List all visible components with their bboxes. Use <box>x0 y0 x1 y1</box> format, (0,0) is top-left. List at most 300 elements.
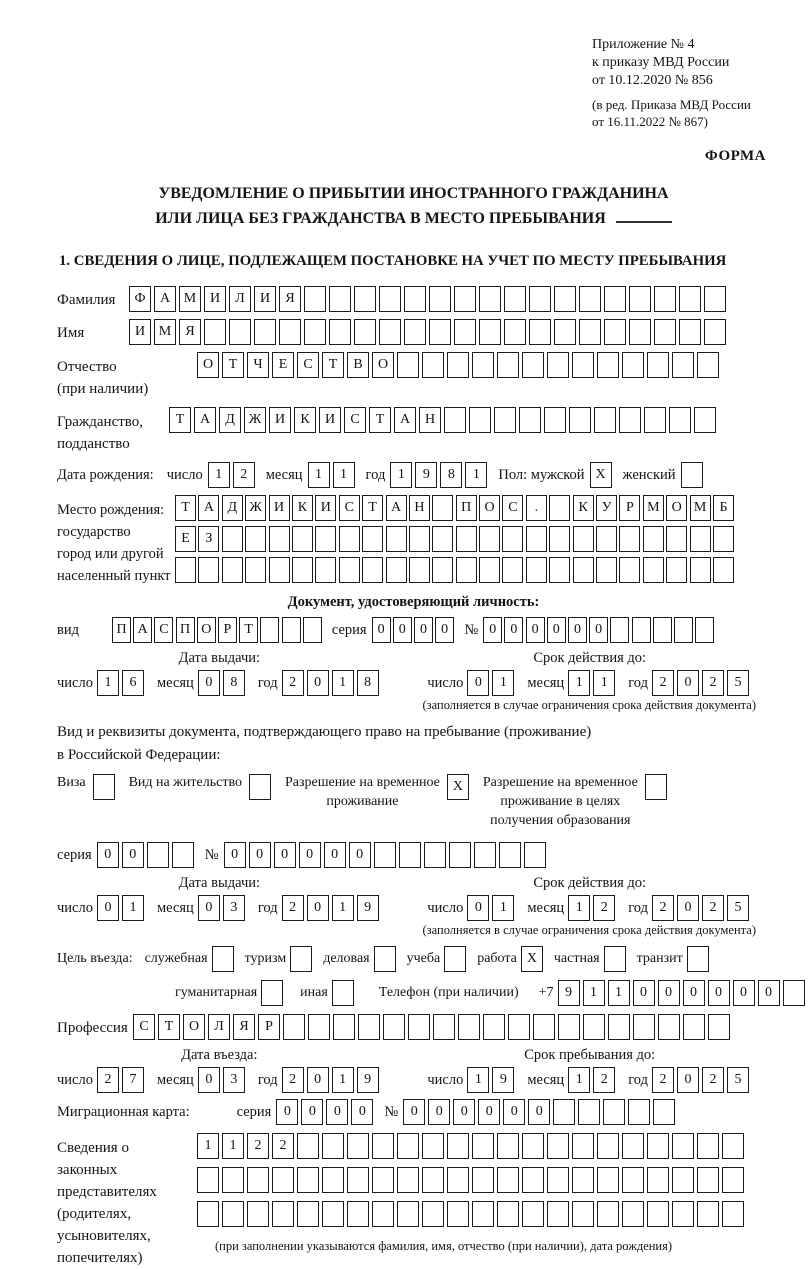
section-1-heading: 1. СВЕДЕНИЯ О ЛИЦЕ, ПОДЛЕЖАЩЕМ ПОСТАНОВКЕ НА УЧЕТ ПО МЕСТУ ПРЕБЫВАНИЯ <box>59 253 727 269</box>
entry-date-group <box>57 1047 382 1093</box>
entry-year-boxes <box>282 1067 382 1093</box>
char-box <box>374 842 396 868</box>
sex-male-label: Пол: мужской <box>498 466 585 483</box>
stay-until-heading: Срок пребывания до: <box>524 1047 656 1063</box>
birth-place-row-1 <box>175 495 736 521</box>
char-box <box>596 526 617 552</box>
char-box: Ж <box>245 495 266 521</box>
char-box: И <box>254 286 276 312</box>
char-box: 0 <box>478 1099 500 1125</box>
year-label: год <box>257 899 278 916</box>
residence-doc-dates <box>57 875 770 921</box>
representatives-row-1 <box>197 1133 747 1159</box>
char-box <box>597 1201 619 1227</box>
title-blank-line <box>616 207 672 223</box>
residence-doc-series-row <box>57 842 770 868</box>
char-box <box>372 1201 394 1227</box>
option-temp-permit <box>285 773 472 811</box>
purpose-private-checkbox <box>604 946 626 972</box>
char-box <box>504 286 526 312</box>
char-box <box>547 1201 569 1227</box>
char-box <box>456 526 477 552</box>
char-box: И <box>315 495 336 521</box>
char-box <box>197 1201 219 1227</box>
char-box: 1 <box>390 462 412 488</box>
char-box <box>222 1167 244 1193</box>
purpose-humanitarian-checkbox <box>261 980 283 1006</box>
char-box <box>472 1201 494 1227</box>
char-box: Е <box>175 526 196 552</box>
char-box: 0 <box>351 1099 373 1125</box>
visit-purpose-label: Цель въезда: <box>57 951 133 966</box>
char-box: 2 <box>97 1067 119 1093</box>
issue-day-boxes <box>97 895 147 921</box>
char-box: 2 <box>702 670 724 696</box>
char-box: К <box>292 495 313 521</box>
char-box: 3 <box>223 1067 245 1093</box>
field-profession <box>57 1014 770 1040</box>
char-box: 2 <box>702 1067 724 1093</box>
char-box <box>553 1099 575 1125</box>
char-box: 2 <box>652 1067 674 1093</box>
char-box <box>722 1167 744 1193</box>
char-box: 7 <box>122 1067 144 1093</box>
char-box: 2 <box>282 895 304 921</box>
day-label: число <box>427 899 464 916</box>
char-box: 6 <box>122 670 144 696</box>
char-box <box>594 407 616 433</box>
regulation-line: Приложение № 4 <box>592 37 695 52</box>
char-box: 2 <box>652 670 674 696</box>
char-box: О <box>197 352 219 378</box>
char-box <box>654 319 676 345</box>
char-box <box>644 407 666 433</box>
char-box <box>653 1099 675 1125</box>
expiry-year-boxes <box>652 670 752 696</box>
purpose-business-label: деловая <box>323 951 370 966</box>
char-box: Т <box>369 407 391 433</box>
char-box <box>269 526 290 552</box>
char-box <box>386 526 407 552</box>
profession-label: Профессия <box>57 1020 128 1036</box>
char-box: 0 <box>528 1099 550 1125</box>
char-box <box>622 1133 644 1159</box>
char-box <box>619 557 640 583</box>
char-box: Ф <box>129 286 151 312</box>
char-box: 2 <box>702 895 724 921</box>
sex-female-label: женский <box>622 466 676 483</box>
char-box <box>508 1014 530 1040</box>
field-surname <box>57 286 770 312</box>
issue-year-boxes <box>282 670 382 696</box>
doc-series-boxes <box>372 617 457 643</box>
char-box: 9 <box>357 895 379 921</box>
char-box <box>479 526 500 552</box>
char-box: 0 <box>97 895 119 921</box>
char-box: Е <box>272 352 294 378</box>
char-box <box>647 1201 669 1227</box>
issue-year-boxes <box>282 895 382 921</box>
number-label: № <box>464 621 479 638</box>
birth-place-row-3 <box>175 557 736 583</box>
residence-permit-label: Вид на жительство <box>128 775 242 790</box>
char-box: 0 <box>428 1099 450 1125</box>
char-box <box>469 407 491 433</box>
number-label: № <box>384 1103 399 1120</box>
char-box <box>347 1167 369 1193</box>
char-box <box>175 557 196 583</box>
char-box: 0 <box>708 980 730 1006</box>
char-box: А <box>194 407 216 433</box>
month-label: месяц <box>156 1071 194 1088</box>
edu-permit-checkbox <box>645 774 667 800</box>
char-box: 0 <box>307 670 329 696</box>
purpose-official-checkbox <box>212 946 234 972</box>
char-box: 2 <box>282 670 304 696</box>
char-box: 1 <box>122 895 144 921</box>
month-label: месяц <box>527 899 565 916</box>
char-box: 0 <box>122 842 144 868</box>
char-box: П <box>112 617 131 643</box>
char-box <box>358 1014 380 1040</box>
char-box <box>292 526 313 552</box>
purpose-official-label: служебная <box>144 951 208 966</box>
year-label: год <box>628 1071 648 1088</box>
char-box <box>429 286 451 312</box>
char-box <box>619 407 641 433</box>
birth-day-boxes <box>208 462 258 488</box>
char-box: А <box>133 617 152 643</box>
char-box: Ж <box>244 407 266 433</box>
char-box: Я <box>179 319 201 345</box>
char-box <box>339 526 360 552</box>
month-label: месяц <box>156 674 194 691</box>
temp-permit-label: Разрешение на временное проживание <box>284 775 440 809</box>
day-label: число <box>427 1071 464 1088</box>
char-box <box>245 557 266 583</box>
char-box: 1 <box>492 895 514 921</box>
char-box <box>197 1167 219 1193</box>
char-box: 0 <box>326 1099 348 1125</box>
char-box <box>604 286 626 312</box>
issue-date-heading: Дата выдачи: <box>178 875 261 891</box>
char-box: 9 <box>492 1067 514 1093</box>
char-box: 0 <box>483 617 502 643</box>
visit-purpose-row-2 <box>57 980 773 1006</box>
char-box: 1 <box>568 670 590 696</box>
day-label: число <box>57 674 93 691</box>
char-box <box>303 617 322 643</box>
char-box: И <box>269 495 290 521</box>
char-box: 1 <box>608 980 630 1006</box>
char-box: О <box>183 1014 205 1040</box>
char-box <box>494 407 516 433</box>
char-box <box>672 1133 694 1159</box>
char-box <box>454 319 476 345</box>
char-box: С <box>344 407 366 433</box>
char-box <box>339 557 360 583</box>
expiry-note: (заполняется в случае ограничения срока действия документа) <box>422 698 756 712</box>
representatives-label: Сведения о законных представителях (родителях, усыновителях, попечителях) <box>57 1140 157 1266</box>
female-checkbox <box>681 462 703 488</box>
char-box: С <box>133 1014 155 1040</box>
char-box: А <box>154 286 176 312</box>
char-box <box>409 526 430 552</box>
char-box <box>198 557 219 583</box>
char-box: М <box>179 286 201 312</box>
char-box: 2 <box>593 895 615 921</box>
month-label: месяц <box>156 899 194 916</box>
char-box: Д <box>219 407 241 433</box>
char-box: 1 <box>332 1067 354 1093</box>
purpose-other-label: иная <box>300 985 328 1000</box>
expiry-date-heading: Срок действия до: <box>533 875 647 891</box>
char-box <box>322 1133 344 1159</box>
char-box <box>254 319 276 345</box>
expiry-day-boxes <box>467 670 517 696</box>
series-label: серия <box>331 621 367 638</box>
char-box <box>713 526 734 552</box>
char-box: 0 <box>307 895 329 921</box>
char-box <box>449 842 471 868</box>
birth-place-row-2 <box>175 526 736 552</box>
char-box <box>222 1201 244 1227</box>
char-box: Р <box>619 495 640 521</box>
char-box <box>597 1133 619 1159</box>
char-box <box>397 1133 419 1159</box>
char-box: Т <box>239 617 258 643</box>
year-label: год <box>628 674 648 691</box>
surname-label: Фамилия <box>57 292 116 308</box>
regulation-header <box>592 36 770 130</box>
char-box <box>379 319 401 345</box>
char-box: З <box>198 526 219 552</box>
char-box: 1 <box>222 1133 244 1159</box>
char-box <box>147 842 169 868</box>
char-box: 0 <box>301 1099 323 1125</box>
char-box <box>422 1201 444 1227</box>
expiry-day-boxes <box>467 895 517 921</box>
char-box: Т <box>362 495 383 521</box>
char-box <box>483 1014 505 1040</box>
identity-doc-dates <box>57 650 770 696</box>
char-box <box>260 617 279 643</box>
field-patronymic <box>57 352 770 400</box>
char-box <box>694 407 716 433</box>
field-citizenship <box>57 407 770 455</box>
char-box <box>554 286 576 312</box>
char-box <box>422 1133 444 1159</box>
char-box: Н <box>419 407 441 433</box>
char-box: 2 <box>247 1133 269 1159</box>
char-box: О <box>197 617 216 643</box>
char-box: 2 <box>272 1133 294 1159</box>
char-box: 1 <box>465 462 487 488</box>
char-box <box>347 1133 369 1159</box>
char-box: 0 <box>677 1067 699 1093</box>
char-box <box>497 1201 519 1227</box>
char-box: М <box>643 495 664 521</box>
char-box <box>386 557 407 583</box>
visa-label: Виза <box>57 775 86 790</box>
char-box <box>354 319 376 345</box>
char-box: 0 <box>372 617 391 643</box>
char-box <box>666 526 687 552</box>
char-box: 1 <box>583 980 605 1006</box>
char-box <box>354 286 376 312</box>
char-box <box>304 286 326 312</box>
char-box: И <box>269 407 291 433</box>
char-box: 1 <box>308 462 330 488</box>
char-box <box>479 557 500 583</box>
purpose-study-checkbox <box>444 946 466 972</box>
char-box: 8 <box>440 462 462 488</box>
issue-month-boxes <box>198 895 248 921</box>
entry-month-boxes <box>198 1067 248 1093</box>
char-box <box>322 1167 344 1193</box>
char-box <box>704 319 726 345</box>
char-box: 5 <box>727 1067 749 1093</box>
issue-date-group <box>57 875 382 921</box>
char-box: С <box>154 617 173 643</box>
char-box: И <box>204 286 226 312</box>
char-box: К <box>573 495 594 521</box>
identity-doc-row <box>57 617 770 643</box>
char-box <box>604 319 626 345</box>
char-box <box>549 526 570 552</box>
char-box: 5 <box>727 895 749 921</box>
char-box: 0 <box>568 617 587 643</box>
char-box: 9 <box>415 462 437 488</box>
char-box: Т <box>322 352 344 378</box>
char-box <box>315 557 336 583</box>
month-label: месяц <box>265 466 303 483</box>
char-box <box>597 352 619 378</box>
regulation-line: к приказу МВД России <box>592 55 730 70</box>
char-box: Б <box>713 495 734 521</box>
residence-doc-intro-2: в Российской Федерации: <box>57 747 221 763</box>
char-box <box>447 1201 469 1227</box>
char-box <box>397 1201 419 1227</box>
char-box <box>647 352 669 378</box>
char-box <box>522 1201 544 1227</box>
char-box: 0 <box>526 617 545 643</box>
char-box <box>404 286 426 312</box>
char-box: А <box>198 495 219 521</box>
visa-checkbox <box>93 774 115 800</box>
day-label: число <box>57 1071 93 1088</box>
char-box <box>522 1167 544 1193</box>
char-box: 1 <box>467 1067 489 1093</box>
char-box <box>713 557 734 583</box>
char-box: 1 <box>197 1133 219 1159</box>
day-label: число <box>427 674 464 691</box>
char-box <box>569 407 591 433</box>
char-box: 0 <box>633 980 655 1006</box>
migration-card-row <box>57 1099 770 1125</box>
char-box: 0 <box>435 617 454 643</box>
char-box <box>519 407 541 433</box>
char-box <box>432 557 453 583</box>
expiry-note: (заполняется в случае ограничения срока действия документа) <box>422 923 756 937</box>
month-label: месяц <box>527 674 565 691</box>
char-box <box>447 1167 469 1193</box>
char-box <box>708 1014 730 1040</box>
char-box <box>497 1133 519 1159</box>
char-box <box>529 319 551 345</box>
issue-date-group <box>57 650 382 696</box>
char-box: 0 <box>249 842 271 868</box>
residence-permit-checkbox <box>249 774 271 800</box>
field-birth-date <box>57 462 770 488</box>
char-box <box>397 352 419 378</box>
patronymic-label: Отчество (при наличии) <box>57 359 149 397</box>
char-box <box>472 1133 494 1159</box>
phone-boxes <box>558 980 808 1006</box>
year-label: год <box>365 466 386 483</box>
char-box: Н <box>409 495 430 521</box>
char-box <box>433 1014 455 1040</box>
char-box: 3 <box>223 895 245 921</box>
birth-date-label: Дата рождения: <box>57 466 154 483</box>
char-box <box>643 526 664 552</box>
migration-card-label: Миграционная карта: <box>57 1103 190 1120</box>
citizenship-boxes <box>169 407 719 433</box>
form-label: ФОРМА <box>704 148 766 164</box>
residence-number-boxes <box>224 842 549 868</box>
char-box <box>282 617 301 643</box>
migration-number-boxes <box>403 1099 678 1125</box>
char-box <box>522 1133 544 1159</box>
char-box <box>697 1167 719 1193</box>
issue-day-boxes <box>97 670 147 696</box>
char-box <box>549 495 570 521</box>
residence-doc-options <box>57 773 770 830</box>
char-box <box>279 319 301 345</box>
char-box <box>619 526 640 552</box>
char-box <box>697 1133 719 1159</box>
purpose-work-checkbox: X <box>521 946 543 972</box>
char-box: 0 <box>307 1067 329 1093</box>
expiry-month-boxes <box>568 670 618 696</box>
purpose-tourism-label: туризм <box>244 951 287 966</box>
stay-until-group <box>427 1047 752 1093</box>
char-box <box>429 319 451 345</box>
char-box <box>679 319 701 345</box>
char-box: 1 <box>332 670 354 696</box>
char-box <box>422 1167 444 1193</box>
title-line-2: ИЛИ ЛИЦА БЕЗ ГРАЖДАНСТВА В МЕСТО ПРЕБЫВАНИЯ <box>57 206 770 231</box>
char-box <box>633 1014 655 1040</box>
birth-year-boxes <box>390 462 490 488</box>
char-box <box>322 1201 344 1227</box>
char-box <box>603 1099 625 1125</box>
char-box: 0 <box>274 842 296 868</box>
amendment-line: от 16.11.2022 № 867) <box>592 114 709 129</box>
char-box <box>628 1099 650 1125</box>
char-box: 2 <box>282 1067 304 1093</box>
char-box <box>444 407 466 433</box>
representatives-note: (при заполнении указываются фамилия, имя, отчество (при наличии), дата рождения) <box>215 1239 673 1253</box>
char-box <box>697 1201 719 1227</box>
birth-month-boxes <box>308 462 358 488</box>
stay-day-boxes <box>467 1067 517 1093</box>
char-box: Т <box>158 1014 180 1040</box>
char-box <box>283 1014 305 1040</box>
char-box: 0 <box>324 842 346 868</box>
char-box: 5 <box>727 670 749 696</box>
issue-month-boxes <box>198 670 248 696</box>
